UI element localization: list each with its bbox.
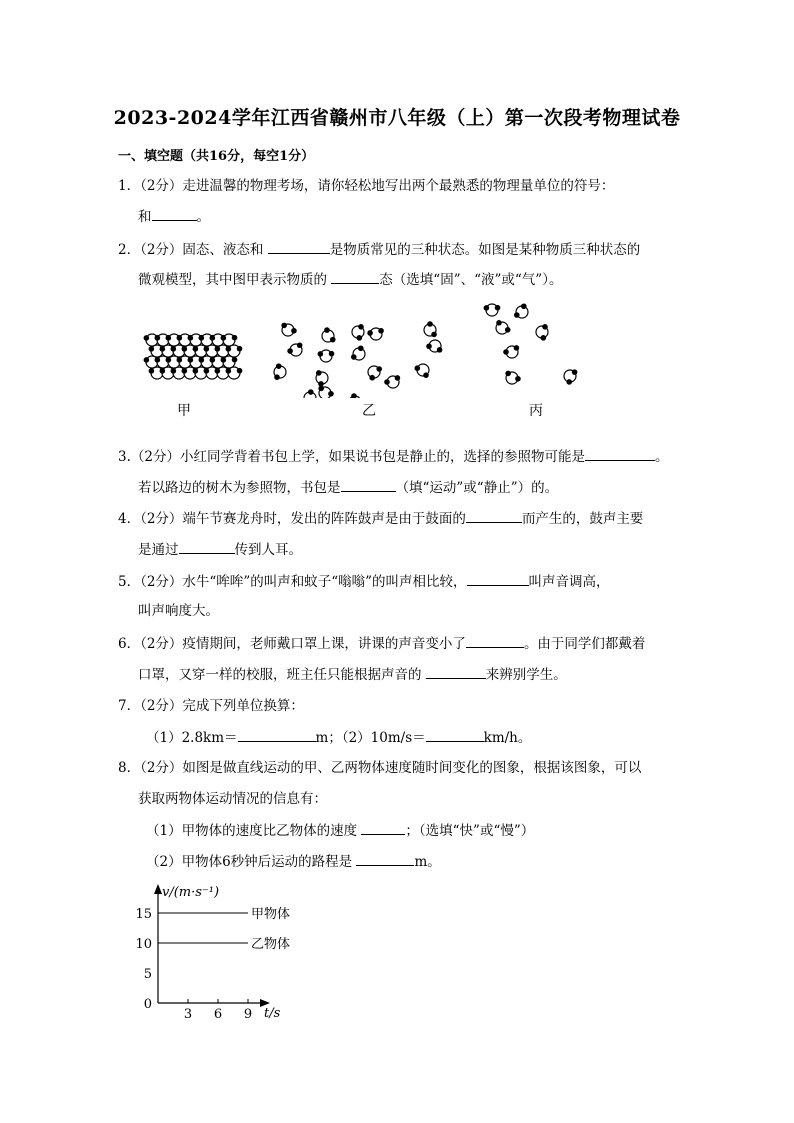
- y-axis-arrow: [154, 884, 162, 894]
- molecule: [303, 389, 316, 398]
- molecule-atom-dot: [503, 349, 509, 355]
- molecule: [349, 393, 363, 398]
- q4-text: 4．（2分）端午节赛龙舟时，发出的阵阵鼓声是由于鼓面的: [118, 511, 466, 527]
- molecule-atom-dot: [237, 368, 243, 374]
- answer-blank[interactable]: [426, 729, 484, 742]
- molecule-atom-dot: [367, 330, 373, 336]
- molecule-atom-dot: [188, 357, 194, 363]
- molecule: [484, 304, 501, 316]
- q5-line1: [118, 573, 610, 590]
- answer-blank[interactable]: [361, 822, 405, 835]
- molecule-atom-dot: [204, 346, 210, 352]
- molecule-atom-dot: [358, 345, 364, 351]
- molecule-atom-dot: [369, 375, 375, 381]
- q8-text: ；（选填“快”或“慢”）: [405, 823, 535, 839]
- q5-text: 5．（2分）水牛“哞哞”的叫声和蚊子“嗡嗡”的叫声相比较，: [118, 574, 467, 590]
- q3-text: 若以路边的树木为参照物，书包是: [138, 480, 341, 496]
- molecule-atom-dot: [287, 348, 293, 354]
- molecule-atom-dot: [232, 335, 238, 341]
- answer-blank[interactable]: [585, 448, 655, 461]
- q5-text: 叫声音调高，: [528, 574, 610, 590]
- q8-line2: [138, 791, 327, 807]
- molecule-atom-dot: [149, 346, 155, 352]
- molecule-atom-dot: [221, 357, 227, 363]
- molecule-atom-dot: [193, 346, 199, 352]
- answer-blank[interactable]: [466, 510, 522, 523]
- answer-blank[interactable]: [268, 241, 330, 254]
- molecule-atom-dot: [166, 335, 172, 341]
- answer-blank[interactable]: [238, 729, 316, 742]
- molecule-atom-dot: [329, 351, 335, 357]
- q2-text: 态（选填“固”、“液”或“气”）。: [379, 272, 563, 288]
- molecule-atom-dot: [193, 368, 199, 374]
- q1-text: 1．（2分）走进温馨的物理考场，请你轻松地写出两个最熟悉的物理量单位的符号：: [118, 178, 615, 194]
- molecule-atom-dot: [376, 366, 382, 372]
- molecule-atom-dot: [540, 335, 546, 341]
- q6-line2: [138, 666, 567, 683]
- molecule-atom-dot: [316, 370, 322, 376]
- answer-blank[interactable]: [426, 666, 486, 679]
- q1-text: 和: [138, 209, 152, 225]
- q7-line2: [146, 729, 531, 746]
- molecule-atom-dot: [351, 354, 357, 360]
- molecule-atom-dot: [276, 363, 282, 369]
- section-heading: 一、填空题（共16分，每空1分）: [118, 149, 315, 164]
- molecule: [414, 364, 429, 378]
- molecule-atom-dot: [155, 357, 161, 363]
- q2-text: 是物质常见的三种状态。如图是某种物质三种状态的: [329, 242, 641, 258]
- q2-line1: [118, 241, 640, 258]
- molecule-atom-dot: [226, 346, 232, 352]
- molecule-atom-dot: [318, 351, 324, 357]
- molecule: [351, 345, 365, 360]
- q6-text: 口罩，又穿一样的校服，班主任只能根据声音的: [138, 667, 422, 683]
- q4-line2: [138, 541, 302, 558]
- molecule-atom-dot: [182, 346, 188, 352]
- q8-line3: [146, 822, 534, 839]
- molecule-atom-dot: [221, 335, 227, 341]
- molecule: [367, 328, 384, 340]
- caption-bing: 丙: [529, 403, 543, 419]
- molecule-atom-dot: [144, 335, 150, 341]
- molecule-atom-dot: [177, 357, 183, 363]
- molecule-models-figure: [130, 298, 590, 398]
- molecule-atom-dot: [328, 391, 334, 397]
- molecule-atom-dot: [330, 337, 336, 343]
- molecule-atom-dot: [505, 327, 511, 333]
- q5-text: 叫声响度大。: [138, 603, 219, 619]
- q8-line1: [118, 760, 641, 776]
- molecule-atom-dot: [505, 371, 511, 377]
- molecule: [424, 321, 437, 337]
- molecule-atom-dot: [232, 357, 238, 363]
- molecule: [496, 320, 511, 334]
- molecule-atom-dot: [210, 335, 216, 341]
- molecule-atom-dot: [237, 346, 243, 352]
- q3-text: 3.（2分）小红同学背着书包上学，如果说书包是静止的，选择的参照物可能是: [118, 449, 585, 465]
- q8-text: （2）甲物体6秒钟后运动的路程是: [146, 854, 353, 870]
- page-title: 2023-2024学年江西省赣州市八年级（上）第一次段考物理试卷: [113, 107, 681, 129]
- molecule-atom-dot: [155, 335, 161, 341]
- molecule: [318, 350, 335, 362]
- molecule-atom-dot: [437, 347, 443, 353]
- series-label: 乙物体: [251, 937, 291, 952]
- molecule-atom-dot: [426, 343, 432, 349]
- molecule-atom-dot: [171, 346, 177, 352]
- solid-state-model: [144, 334, 243, 379]
- answer-blank[interactable]: [467, 573, 529, 586]
- molecule: [368, 366, 382, 381]
- series-label: 甲物体: [251, 907, 291, 922]
- q1-text: 。: [196, 209, 210, 225]
- q4-text: 传到人耳。: [234, 542, 302, 558]
- y-tick-label: 5: [143, 967, 152, 982]
- q8-text: 获取两物体运动情况的信息有：: [138, 791, 327, 807]
- q2-line2: [138, 271, 562, 288]
- q8-line4: [146, 853, 441, 870]
- q7-text: m；（2）10m/s＝: [315, 730, 426, 746]
- q4-line1: [118, 510, 643, 527]
- q5-line2: [138, 603, 219, 619]
- q8-text: m。: [414, 854, 441, 870]
- molecule-atom-dot: [291, 328, 297, 334]
- molecule-atom-dot: [149, 368, 155, 374]
- molecule: [503, 345, 519, 358]
- velocity-time-chart: [130, 878, 300, 1026]
- q7-text: 7．（2分）完成下列单位换算：: [118, 698, 304, 714]
- molecule-atom-dot: [395, 375, 401, 381]
- molecule-atom-dot: [514, 312, 520, 318]
- molecule: [274, 363, 286, 380]
- q1-line2: [138, 208, 210, 225]
- molecule-atom-dot: [199, 357, 205, 363]
- molecule: [536, 324, 548, 341]
- x-axis-label: t/s: [264, 1006, 281, 1021]
- molecule: [505, 371, 520, 384]
- q7-line1: [118, 698, 304, 714]
- molecule-atom-dot: [566, 379, 572, 385]
- molecule-atom-dot: [281, 323, 287, 329]
- molecule-atom-dot: [318, 386, 324, 392]
- molecule: [322, 327, 336, 342]
- caption-jia: 甲: [177, 403, 191, 419]
- molecule-atom-dot: [514, 345, 520, 351]
- molecule-atom-dot: [204, 368, 210, 374]
- molecule-atom-dot: [427, 321, 433, 327]
- molecule-atom-dot: [495, 305, 501, 311]
- molecule-atom-dot: [188, 335, 194, 341]
- answer-blank[interactable]: [331, 271, 379, 284]
- molecule-atom-dot: [423, 372, 429, 378]
- q6-line1: [118, 635, 645, 652]
- q4-text: 是通过: [138, 542, 179, 558]
- q1-line1: [118, 178, 614, 194]
- y-axis-label: v/(m·s⁻¹): [162, 885, 220, 900]
- molecule-atom-dot: [297, 342, 303, 348]
- molecule: [281, 323, 296, 336]
- molecule-atom-dot: [177, 335, 183, 341]
- molecule-atom-dot: [308, 389, 314, 395]
- q7-text: km/h。: [483, 730, 532, 746]
- molecule: [426, 340, 442, 353]
- answer-blank[interactable]: [356, 853, 414, 866]
- molecule: [384, 375, 400, 388]
- molecule-atom-dot: [199, 335, 205, 341]
- y-tick-label: 15: [135, 907, 152, 922]
- molecule: [316, 370, 328, 387]
- q2-text: 微观模型，其中图甲表示物质的: [138, 272, 327, 288]
- q3-text: （填“运动”或“静止”）的。: [395, 480, 559, 496]
- q6-text: 。由于同学们都戴着: [523, 636, 646, 652]
- molecule: [352, 324, 364, 341]
- molecule-atom-dot: [351, 393, 357, 398]
- molecule-atom-dot: [384, 379, 390, 385]
- molecule-atom-dot: [521, 303, 527, 309]
- molecule: [287, 342, 302, 356]
- molecule-atom-dot: [226, 368, 232, 374]
- answer-blank[interactable]: [466, 635, 524, 648]
- molecule-atom-dot: [378, 328, 384, 334]
- molecule-atom-dot: [171, 368, 177, 374]
- caption-yi: 乙: [362, 403, 376, 419]
- q7-text: （1）2.8km＝: [146, 730, 238, 746]
- molecule-atom-dot: [414, 365, 420, 371]
- molecule-atom-dot: [160, 368, 166, 374]
- x-tick-label: 6: [213, 1007, 223, 1022]
- q3-text: 。: [654, 449, 669, 465]
- q8-text: （1）甲物体的速度比乙物体的速度: [146, 823, 358, 839]
- molecule-atom-dot: [182, 368, 188, 374]
- molecule-atom-dot: [358, 324, 364, 330]
- gas-state-model: [484, 303, 578, 384]
- molecule-atom-dot: [274, 374, 280, 380]
- x-tick-label: 9: [243, 1007, 253, 1022]
- molecule-atom-dot: [215, 368, 221, 374]
- q6-text: 来辨别学生。: [485, 667, 567, 683]
- y-tick-label: 0: [143, 997, 152, 1012]
- answer-blank[interactable]: [341, 479, 396, 492]
- q3-line2: [138, 479, 558, 496]
- liquid-state-model: [274, 321, 442, 398]
- molecule: [514, 303, 528, 318]
- molecule-atom-dot: [431, 332, 437, 338]
- molecule-atom-dot: [542, 324, 548, 330]
- q6-text: 6．（2分）疫情期间，老师戴口罩上课，讲课的声音变小了: [118, 636, 466, 652]
- q3-line1: [118, 448, 668, 465]
- q8-text: 8．（2分）如图是做直线运动的甲、乙两物体速度随时间变化的图象，根据该图象，可以: [118, 760, 642, 776]
- molecule-atom-dot: [496, 320, 502, 326]
- molecule-atom-dot: [515, 376, 521, 382]
- q2-text: 2．（2分）固态、液态和: [118, 242, 264, 258]
- molecule-atom-dot: [324, 327, 330, 333]
- molecule-atom-dot: [160, 346, 166, 352]
- molecule-atom-dot: [144, 357, 150, 363]
- molecule-atom-dot: [215, 346, 221, 352]
- molecule: [318, 386, 333, 398]
- y-tick-label: 10: [135, 937, 152, 952]
- q4-text: 而产生的，鼓声主要: [521, 511, 644, 527]
- answer-blank[interactable]: [179, 541, 235, 554]
- molecule-atom-dot: [356, 335, 362, 341]
- answer-blank[interactable]: [152, 208, 197, 221]
- molecule-atom-dot: [166, 357, 172, 363]
- molecule-atom-dot: [484, 305, 490, 311]
- molecule: [564, 369, 577, 384]
- x-tick-label: 3: [183, 1007, 193, 1022]
- molecule-atom-dot: [572, 369, 578, 375]
- molecule-atom-dot: [210, 357, 216, 363]
